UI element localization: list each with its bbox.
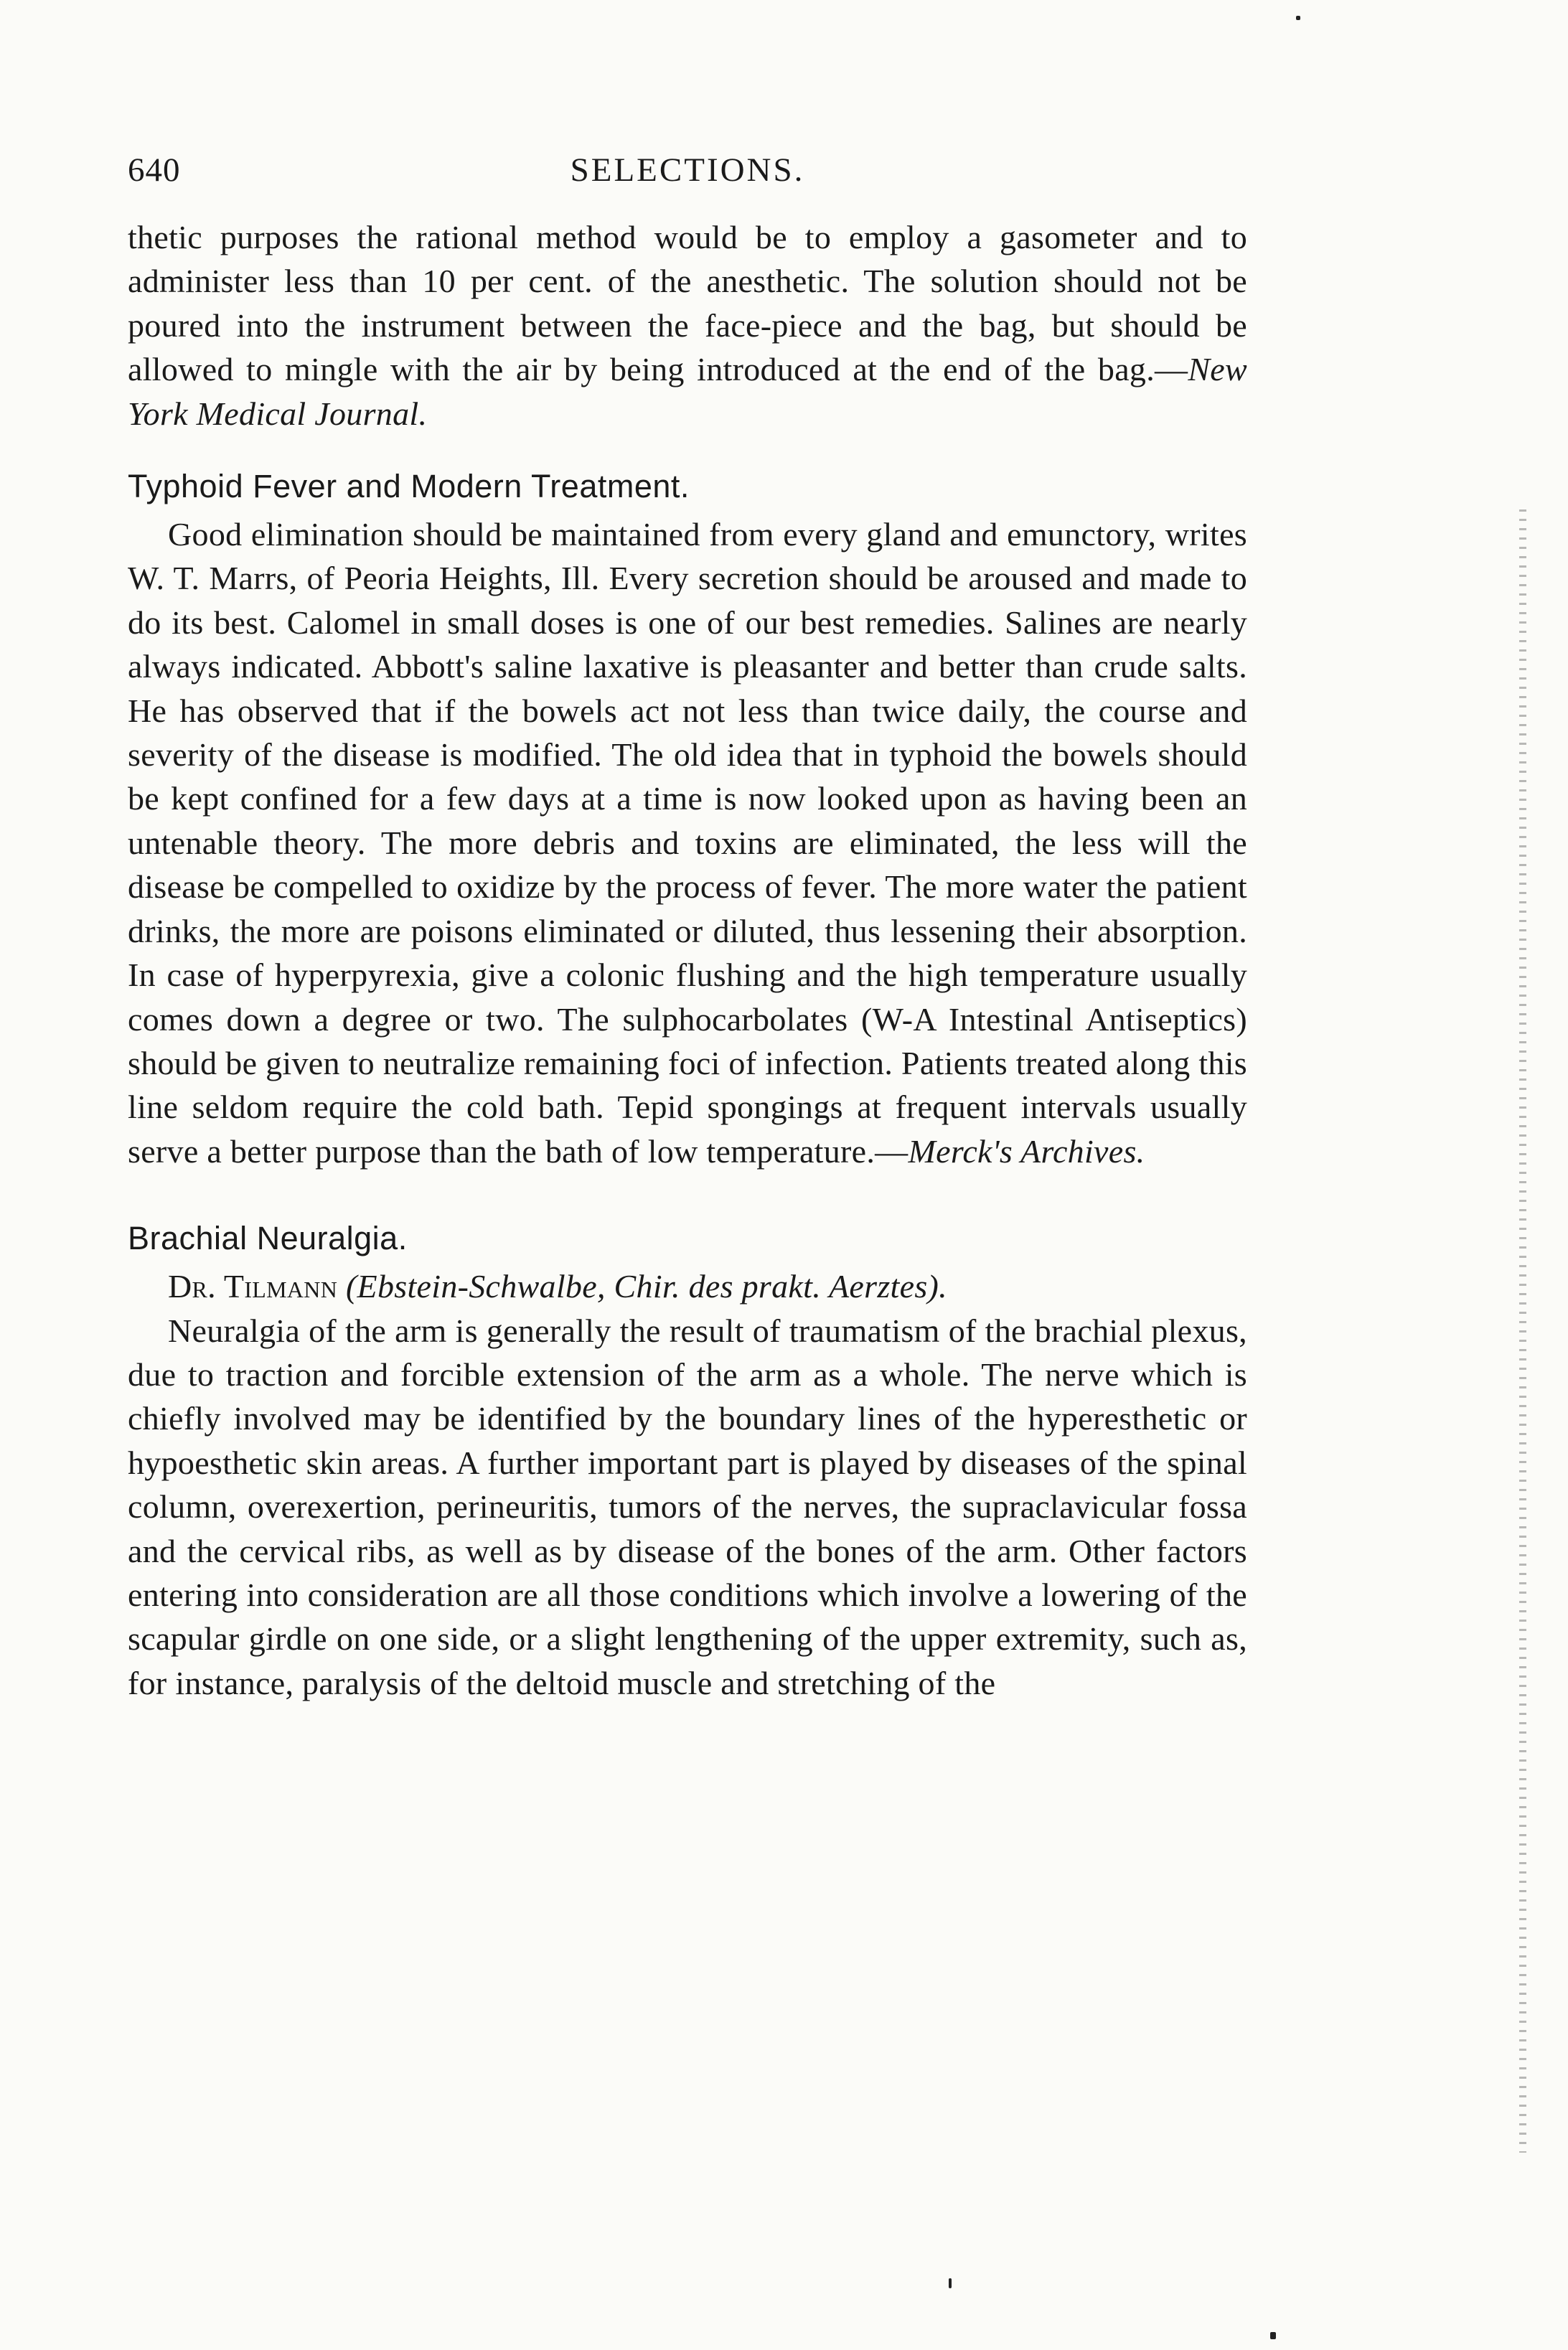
section-paragraph-brachial [128, 1309, 1247, 1706]
section-body-typhoid: Good elimination should be maintained from every gland and emunctory, writes W. T. Marrs, of Peoria Heights, Ill. Every secretion should be aroused and made to do its best. Calomel in small doses is one of our best remedies. Salines are nearly always indicated. Abbott's saline laxative is pleasanter and better than crude salts. He has observed that if the bowels act not less than twice daily, the course and severity of the disease is modified. The old idea that in typhoid the bowels should be kept confined for a few days at a time is now looked upon as having been an untenable theory. The more debris and toxins are eliminated, the less will the disease be compelled to oxidize by the process of fever. The more water the patient drinks, the more are poisons eliminated or diluted, thus lessening their absorption. In case of hyperpyrexia, give a colonic flushing and the high temperature usually comes down a degree or two. The sulphocarbolates (W-A Intestinal Antiseptics) should be given to neutralize remaining foci of infection. Patients treated along this line seldom require the cold bath. Tepid spongings at frequent intervals usually serve a better purpose than the bath of low temperature.— [128, 516, 1247, 1170]
byline-source: (Ebstein-Schwalbe, Chir. des prakt. Aerztes). [345, 1268, 947, 1305]
section-source-typhoid: Merck's Archives. [908, 1132, 1145, 1170]
page-header [128, 151, 1247, 215]
continuation-text: thetic purposes the rational method would be to employ a gasometer and to administer less than 10 per cent. of the anesthetic. The solution should not be poured into the instrument between the face-piece and the bag, but should be allowed to mingle with the air by being introduced at the end of the bag.— [128, 219, 1247, 388]
page-body [128, 215, 1247, 1705]
section-heading-typhoid: Typhoid Fever and Modern Treatment. [128, 468, 690, 505]
scan-speck [949, 2278, 952, 2288]
spacer [128, 1202, 1247, 1216]
continuation-paragraph [128, 215, 1247, 436]
scan-speck [1270, 2332, 1276, 2339]
section-paragraph-typhoid [128, 512, 1247, 1173]
section-byline-brachial [128, 1264, 1247, 1308]
scan-speck [1296, 16, 1300, 20]
section-body-brachial: Neuralgia of the arm is generally the result of traumatism of the brachial plexus, due to traction and forcible extension of the arm as a whole. The nerve which is chiefly involved may be identified by the boundary lines of the hyperesthetic or hypoesthetic skin areas. A further important part is played by diseases of the spinal column, overexertion, perineuritis, tumors of the nerves, the supraclavicular fossa and the cervical ribs, as well as by disease of the bones of the arm. Other factors entering into consideration are all those conditions which involve a lowering of the scapular girdle on one side, or a slight lengthening of the upper extremity, such as, for instance, paralysis of the deltoid muscle and stretching of the [128, 1312, 1247, 1701]
byline-author: Dr. Tilmann [168, 1268, 338, 1305]
page-number: 640 [128, 151, 181, 189]
spacer [128, 436, 1247, 464]
spacer [128, 1173, 1247, 1202]
scan-margin-noise [1519, 502, 1526, 2153]
page [128, 151, 1247, 1705]
running-head: SELECTIONS. [570, 151, 805, 189]
section-heading-brachial: Brachial Neuralgia. [128, 1220, 408, 1257]
continuation-source: New York Medical Journal. [128, 351, 1247, 432]
